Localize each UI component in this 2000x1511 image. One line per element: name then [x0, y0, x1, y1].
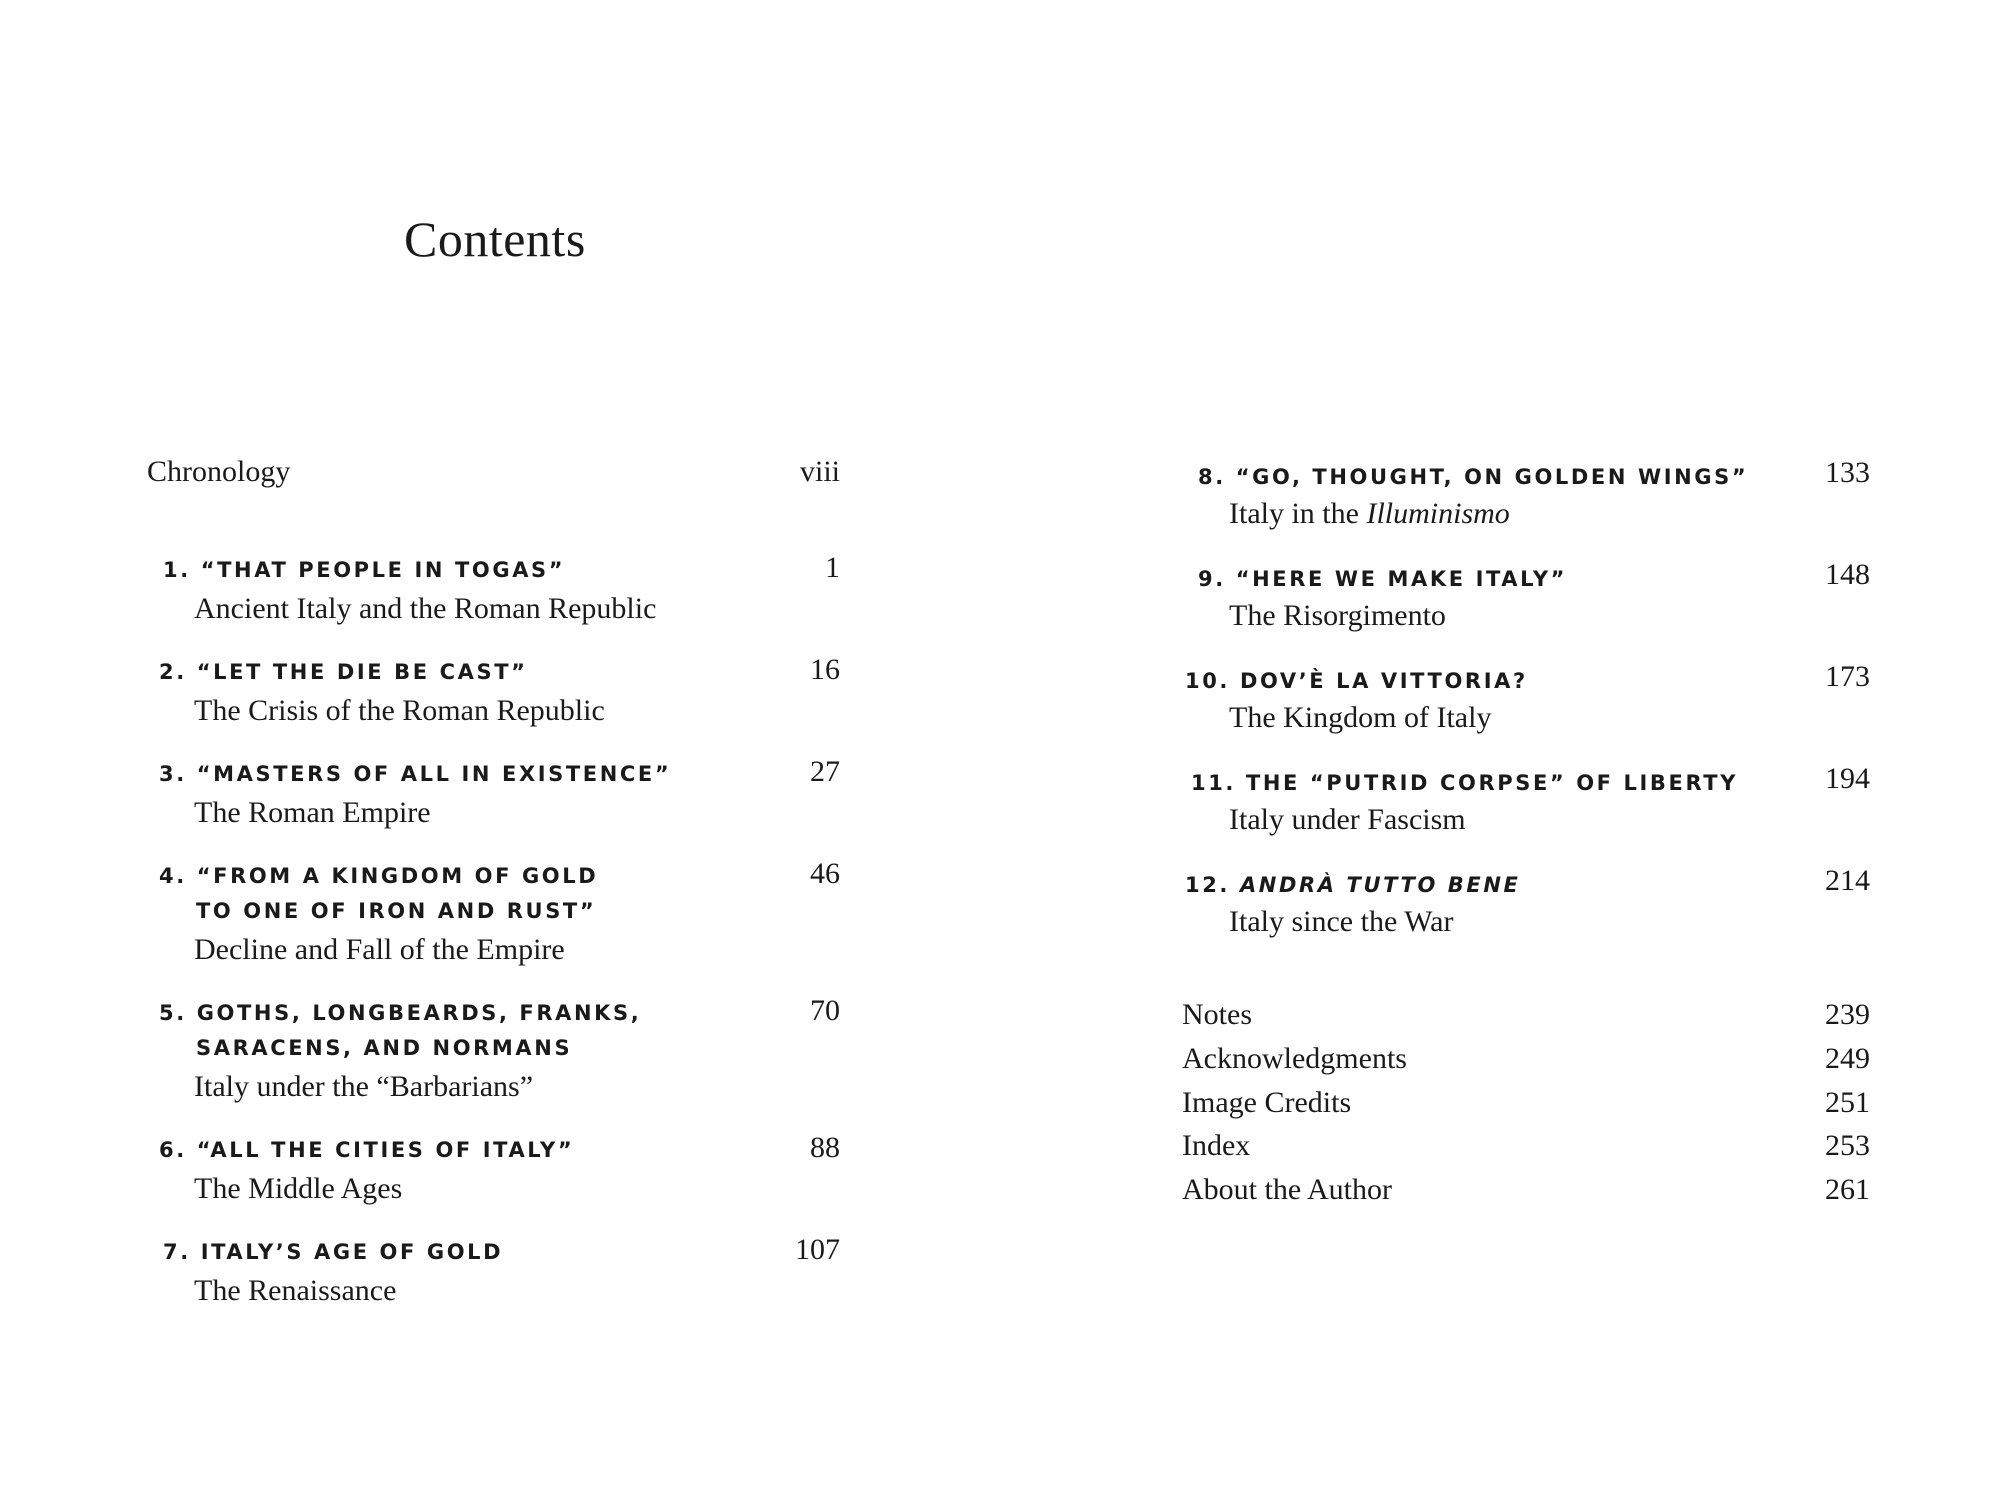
chapter-6-subtitle: The Middle Ages: [194, 1172, 403, 1205]
chapter-12-title-line-1: ANDRÀ TUTTO BENE: [1239, 873, 1521, 897]
toc-entry-image-credits-page: 251: [1825, 1086, 1870, 1119]
chapter-4-title[interactable]: [159, 859, 598, 894]
chapter-8-title-line-1: “GO, THOUGHT, ON GOLDEN WINGS”: [1235, 465, 1749, 489]
chapter-2-number: 2.: [159, 660, 187, 684]
chapter-7-title[interactable]: [163, 1235, 503, 1270]
chapter-3-title[interactable]: [159, 757, 671, 792]
chapter-5-title-continued: [196, 1031, 572, 1066]
chapter-11-page: 194: [1825, 762, 1870, 795]
chapter-7-subtitle: The Renaissance: [194, 1274, 397, 1307]
toc-entry-acknowledgments-label[interactable]: Acknowledgments: [1182, 1042, 1407, 1075]
chapter-6-title[interactable]: [159, 1133, 574, 1168]
chapter-4-subtitle: Decline and Fall of the Empire: [194, 933, 565, 966]
chapter-5-title-line-2: SARACENS, AND NORMANS: [196, 1036, 573, 1060]
chapter-5-number: 5.: [159, 1001, 187, 1025]
chapter-1-title[interactable]: [163, 553, 565, 588]
chapter-1-subtitle: Ancient Italy and the Roman Republic: [194, 592, 657, 625]
chapter-3-title-line-1: “MASTERS OF ALL IN EXISTENCE”: [196, 762, 672, 786]
chapter-4-number: 4.: [159, 864, 187, 888]
chapter-8-subtitle-text: Italy in the: [1229, 497, 1367, 530]
chapter-9-title[interactable]: [1198, 562, 1567, 597]
chapter-5-title-line-1: GOTHS, LONGBEARDS, FRANKS,: [196, 1001, 642, 1025]
chapter-10-title-line-1: DOV’È LA VITTORIA?: [1239, 669, 1528, 693]
chapter-6-page: 88: [810, 1131, 840, 1164]
chapter-9-page: 148: [1825, 558, 1870, 591]
chapter-12-subtitle: Italy since the War: [1229, 905, 1454, 938]
chapter-2-title[interactable]: [159, 655, 528, 690]
chapter-6-title-line-1: “ALL THE CITIES OF ITALY”: [196, 1138, 575, 1162]
toc-entry-about-the-author-page: 261: [1825, 1173, 1870, 1206]
chapter-5-title[interactable]: [159, 996, 641, 1031]
chapter-3-page: 27: [810, 755, 840, 788]
chapter-11-subtitle: Italy under Fascism: [1229, 803, 1466, 836]
chapter-7-title-line-1: ITALY’S AGE OF GOLD: [200, 1240, 504, 1264]
chapter-2-title-line-1: “LET THE DIE BE CAST”: [196, 660, 528, 684]
chapter-12-page: 214: [1825, 864, 1870, 897]
chapter-3-subtitle: The Roman Empire: [194, 796, 431, 829]
chapter-5-subtitle: Italy under the “Barbarians”: [194, 1070, 534, 1103]
toc-entry-about-the-author-label[interactable]: About the Author: [1182, 1173, 1392, 1206]
chapter-10-subtitle: The Kingdom of Italy: [1229, 701, 1492, 734]
chapter-4-title-continued: [196, 894, 596, 929]
chapter-10-page: 173: [1825, 660, 1870, 693]
chapter-6-number: 6.: [159, 1138, 187, 1162]
chapter-12-title[interactable]: [1185, 868, 1520, 903]
toc-entry-chronology-page: viii: [799, 455, 840, 488]
toc-entry-notes-page: 239: [1825, 998, 1870, 1031]
chapter-11-title[interactable]: [1191, 766, 1738, 801]
chapter-1-title-line-1: “THAT PEOPLE IN TOGAS”: [200, 558, 566, 582]
chapter-12-number: 12.: [1185, 873, 1231, 897]
chapter-7-page: 107: [795, 1233, 840, 1266]
page-title: Contents: [404, 211, 586, 267]
chapter-2-page: 16: [810, 653, 840, 686]
chapter-4-title-line-2: TO ONE OF IRON AND RUST”: [196, 899, 597, 923]
chapter-8-page: 133: [1825, 456, 1870, 489]
chapter-1-number: 1.: [163, 558, 191, 582]
chapter-1-page: 1: [825, 551, 840, 584]
chapter-8-subtitle-italic: Illuminismo: [1366, 497, 1510, 530]
chapter-9-subtitle: The Risorgimento: [1229, 599, 1446, 632]
chapter-11-title-line-1: THE “PUTRID CORPSE” OF LIBERTY: [1245, 771, 1739, 795]
chapter-8-subtitle: [1229, 497, 1510, 531]
chapter-9-number: 9.: [1198, 567, 1226, 591]
chapter-4-page: 46: [810, 857, 840, 890]
chapter-7-number: 7.: [163, 1240, 191, 1264]
toc-entry-index-label[interactable]: Index: [1182, 1129, 1251, 1162]
toc-entry-image-credits-label[interactable]: Image Credits: [1182, 1086, 1352, 1119]
chapter-10-number: 10.: [1185, 669, 1231, 693]
chapter-11-number: 11.: [1191, 771, 1237, 795]
chapter-3-number: 3.: [159, 762, 187, 786]
chapter-10-title[interactable]: [1185, 664, 1528, 699]
chapter-2-subtitle: The Crisis of the Roman Republic: [194, 694, 605, 727]
toc-entry-index-page: 253: [1825, 1129, 1870, 1162]
toc-entry-notes-label[interactable]: Notes: [1182, 998, 1252, 1031]
chapter-9-title-line-1: “HERE WE MAKE ITALY”: [1235, 567, 1568, 591]
toc-entry-chronology-label[interactable]: Chronology: [147, 455, 291, 488]
toc-entry-acknowledgments-page: 249: [1825, 1042, 1870, 1075]
chapter-4-title-line-1: “FROM A KINGDOM OF GOLD: [196, 864, 599, 888]
chapter-5-page: 70: [810, 994, 840, 1027]
chapter-8-title[interactable]: [1198, 460, 1748, 495]
chapter-8-number: 8.: [1198, 465, 1226, 489]
